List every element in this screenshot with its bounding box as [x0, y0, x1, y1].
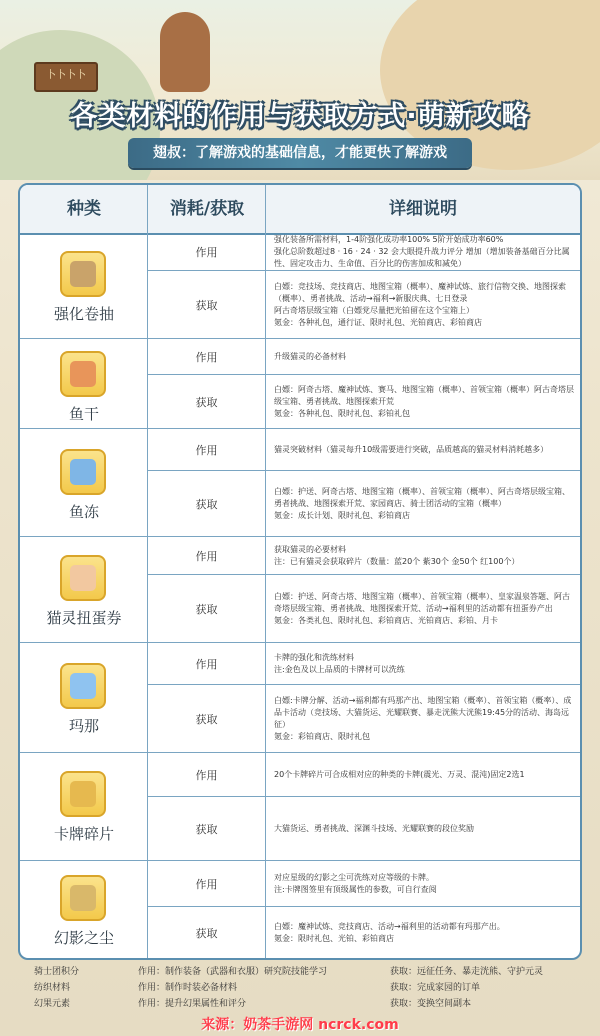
get-description: 大猫货运、勇者挑战、深渊斗技场、光耀联赛的段位奖励 — [274, 823, 474, 833]
table-row — [20, 643, 580, 753]
material-cell — [20, 429, 148, 536]
get-subrow — [148, 685, 580, 752]
get-description: 白嫖：竞技场、竞技商店、地图宝箱（概率）、魔神试炼、旅行信物交换、地图探索（概率）、勇者挑战、活动→福利→新服庆典、七日登录 阿古奇塔层级宝箱（白嫖党尽量把光铂留在这个宝箱上） 氪金：各种礼包，通行证、限时礼包、光铂商店、彩铂商店 — [274, 281, 566, 327]
phantom-dust-icon — [60, 875, 106, 921]
sign-text: 卜卜卜卜 — [46, 70, 86, 81]
table-row — [20, 537, 580, 643]
footer-item-use: 作用：提升幻果属性和评分 — [138, 999, 247, 1009]
use-subrow — [148, 339, 580, 375]
column-header-kind: 种类 — [67, 199, 101, 219]
use-description: 强化装备所需材料，1-4阶强化成功率100% 5阶开始成功率60% 强化总阶数超过8 · 16 · 24 · 32 会大眼提升战力评分 增加（增加装备基础百分比属性、固定攻击力、生命值、百分比的伤害加成和减免） — [274, 234, 570, 268]
material-cell — [20, 339, 148, 428]
material-name: 卡牌碎片 — [53, 825, 114, 843]
character-figure — [160, 12, 210, 92]
get-label: 获取 — [148, 575, 266, 642]
get-subrow — [148, 271, 580, 338]
material-cell — [20, 233, 148, 338]
get-label: 获取 — [148, 271, 266, 338]
table-row — [20, 339, 580, 429]
table-row — [20, 233, 580, 339]
icon-inner — [70, 885, 96, 911]
get-subrow — [148, 375, 580, 428]
use-subrow — [148, 861, 580, 907]
get-description: 白嫖：护送、阿奇古塔、地图宝箱（概率）、首领宝箱（概率）、皇家温泉答题、阿古奇塔层级宝箱、勇者挑战、地图探索开荒、活动→福利里的活动都有扭蛋券产出 氪金：各类礼包、限时礼包、彩铂商店、光铂商店、彩铂、月卡 — [274, 591, 570, 625]
material-cell — [20, 753, 148, 860]
icon-inner — [70, 361, 96, 387]
card-fragment-icon — [60, 771, 106, 817]
use-subrow — [148, 429, 580, 471]
get-label: 获取 — [148, 907, 266, 958]
header-divider — [147, 185, 148, 233]
column-header-use-get: 消耗/获取 — [169, 199, 245, 219]
material-cell — [20, 537, 148, 642]
footer-item-name: 幻果元素 — [34, 999, 71, 1009]
use-label: 作用 — [148, 339, 266, 374]
get-subrow — [148, 797, 580, 860]
footer-row — [20, 964, 580, 980]
icon-inner — [70, 565, 96, 591]
source-credit: 来源：奶茶手游网 ncrck.com — [201, 1017, 399, 1033]
column-header-details: 详细说明 — [389, 199, 457, 219]
use-description: 升级猫灵的必备材料 — [274, 351, 346, 361]
footer-row — [20, 996, 580, 1012]
table-row — [20, 861, 580, 958]
wooden-sign — [34, 62, 98, 92]
get-description: 白嫖：阿奇古塔、魔神试炼、赛马、地图宝箱（概率）、首领宝箱（概率）阿古奇塔层级宝箱、勇者挑战、地图探索开荒 氪金：各种礼包、限时礼包、彩铂礼包 — [274, 384, 574, 418]
use-description: 对应星级的幻影之尘可洗练对应等级的卡牌。 注:卡牌图签里有顶级属性的参数，可自行查阅 — [274, 872, 437, 894]
use-description: 卡牌的强化和洗练材料 注:金色及以上品质的卡牌材可以洗练 — [274, 652, 405, 674]
get-description: 白嫖：魔神试炼、竞技商店、活动→福利里的活动都有玛那产出。 氪金：限时礼包、光铂、彩铂商店 — [274, 921, 505, 943]
table-header — [20, 185, 580, 235]
icon-inner — [70, 673, 96, 699]
get-label: 获取 — [148, 685, 266, 752]
footer-item-use: 作用：制作时装必备材料 — [138, 983, 238, 993]
use-label: 作用 — [148, 753, 266, 796]
icon-inner — [70, 459, 96, 485]
materials-table — [18, 183, 582, 960]
fish-jelly-icon — [60, 449, 106, 495]
footer-item-get: 获取：完成家园的订单 — [390, 983, 481, 993]
footer-item-get: 获取：变换空间副本 — [390, 999, 472, 1009]
use-label: 作用 — [148, 233, 266, 270]
dried-fish-icon — [60, 351, 106, 397]
get-subrow — [148, 575, 580, 642]
table-row — [20, 753, 580, 861]
footer-row — [20, 980, 580, 996]
icon-inner — [70, 781, 96, 807]
use-label: 作用 — [148, 429, 266, 470]
material-name: 幻影之尘 — [53, 929, 114, 947]
use-label: 作用 — [148, 537, 266, 574]
get-subrow — [148, 471, 580, 536]
material-cell — [20, 861, 148, 958]
footer-item-name: 纺织材料 — [34, 983, 71, 993]
footer-item-name: 骑士团积分 — [34, 967, 80, 977]
table-row — [20, 429, 580, 537]
use-description: 获取猫灵的必要材料 注：已有猫灵会获取碎片（数量：蓝20个 紫30个 金50个 红100个） — [274, 544, 520, 566]
footer-item-get: 获取：远征任务、暴走洸熊、守护元灵 — [390, 967, 544, 977]
mana-crystal-icon — [60, 663, 106, 709]
footer-item-use: 作用：制作装备（武器和衣服）研究院技能学习 — [138, 967, 328, 977]
use-subrow — [148, 233, 580, 271]
use-label: 作用 — [148, 643, 266, 684]
use-subrow — [148, 753, 580, 797]
material-cell — [20, 643, 148, 752]
use-subrow — [148, 537, 580, 575]
header-divider — [265, 185, 266, 233]
get-label: 获取 — [148, 797, 266, 860]
get-description: 白嫖：护送、阿奇古塔、地图宝箱（概率）、首领宝箱（概率）、阿古奇塔层级宝箱、勇者挑战、地图探索开荒、家园商店、骑士团活动的宝箱（概率） 氪金：成长计划、限时礼包、彩铂商店 — [274, 486, 570, 520]
material-name: 猫灵扭蛋券 — [46, 609, 122, 627]
use-description: 猫灵突破材料（猫灵每升10级需要进行突破，品质越高的猫灵材料消耗越多） — [274, 444, 549, 454]
use-description: 20个卡牌碎片可合成相对应的种类的卡牌(震光、万灵、混沌)固定2选1 — [274, 769, 525, 779]
header-banner — [0, 0, 600, 180]
scroll-icon — [60, 251, 106, 297]
material-name: 玛那 — [68, 717, 99, 735]
use-label: 作用 — [148, 861, 266, 906]
get-description: 白嫖:卡牌分解、活动→福利都有玛那产出、地图宝箱（概率）、首领宝箱（概率）、成品卡活动（竞技场、大猫货运、光耀联赛、暴走洸熊大洸熊19:45分的活动、海岛远征） 氪金：彩铂商店、限时礼包 — [274, 695, 572, 741]
gacha-ticket-icon — [60, 555, 106, 601]
use-subrow — [148, 643, 580, 685]
get-label: 获取 — [148, 471, 266, 536]
page-subtitle: 翅叔：了解游戏的基础信息，才能更快了解游戏 — [128, 138, 472, 168]
get-subrow — [148, 907, 580, 958]
material-name: 鱼干 — [68, 405, 99, 423]
icon-inner — [70, 261, 96, 287]
get-label: 获取 — [148, 375, 266, 428]
material-name: 鱼冻 — [68, 503, 99, 521]
page-title: 各类材料的作用与获取方式·萌新攻略 — [70, 101, 530, 132]
material-name: 强化卷抽 — [53, 305, 114, 323]
